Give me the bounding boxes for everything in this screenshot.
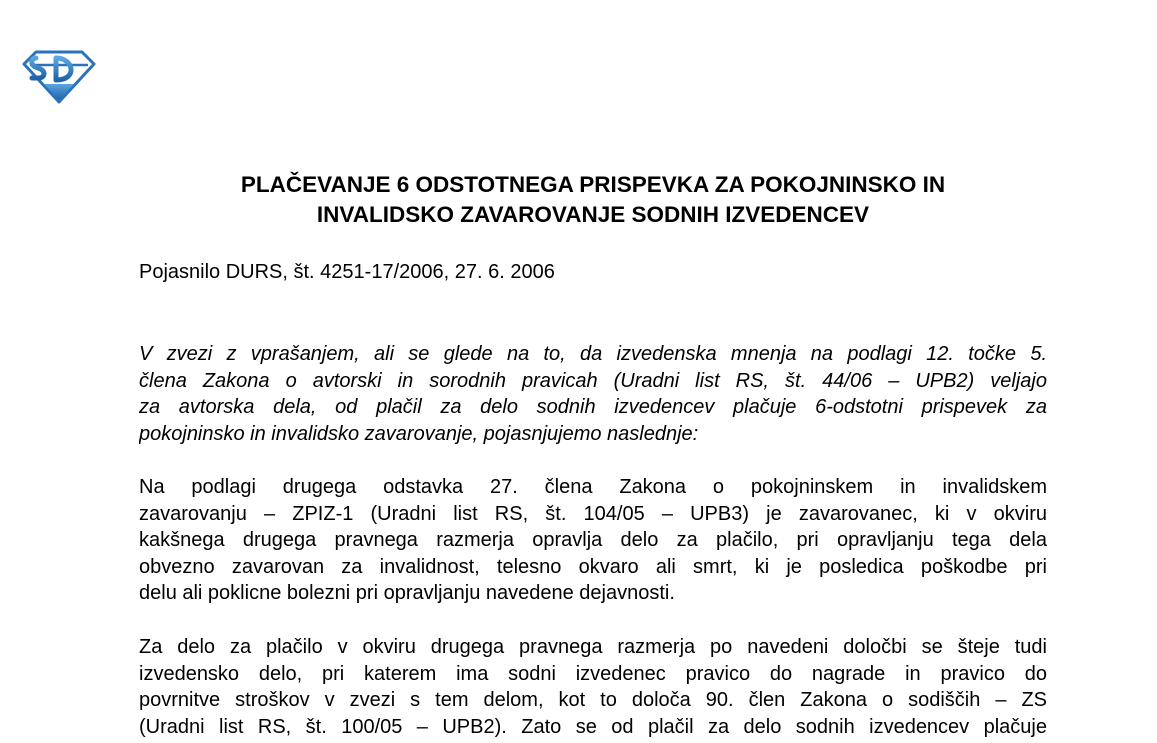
sd-logo-icon <box>22 50 96 104</box>
body-paragraph-1 <box>139 474 1047 607</box>
paragraph1-line-4: obvezno zavarovan za invalidnost, telesno okvaro ali smrt, ki je posledica poškodbe pri <box>139 555 1047 578</box>
document-title <box>100 170 1086 230</box>
paragraph2-line-1: Za delo za plačilo v okviru drugega pravnega razmerja po navedeni določbi se šteje tudi <box>139 636 1047 658</box>
paragraph1-line-2: zavarovanju – ZPIZ-1 (Uradni list RS, št. 104/05 – UPB3) je zavarovanec, ki v okviru <box>139 502 1047 525</box>
title-line-1: PLAČEVANJE 6 ODSTOTNEGA PRISPEVKA ZA POKOJNINSKO IN <box>240 172 946 197</box>
paragraph1-line-1: Na podlagi drugega odstavka 27. člena Zakona o pokojninskem in invalidskem <box>139 476 1047 498</box>
paragraph2-line-4: (Uradni list RS, št. 100/05 – UPB2). Zato se od plačil za delo sodnih izvedencev plačuje <box>139 715 1047 738</box>
intro-line-4: pokojninsko in invalidsko zavarovanje, pojasnjujemo naslednje: <box>139 422 699 445</box>
intro-line-3: za avtorska dela, od plačil za delo sodnih izvedencev plačuje 6-odstotni prispevek za <box>139 396 1047 418</box>
intro-paragraph <box>139 341 1047 447</box>
document-reference: Pojasnilo DURS, št. 4251-17/2006, 27. 6. 2006 <box>139 261 555 283</box>
paragraph1-line-5: delu ali poklicne bolezni pri opravljanju navedene dejavnosti. <box>139 582 675 604</box>
intro-line-1: V zvezi z vprašanjem, ali se glede na to, da izvedenska mnenja na podlagi 12. točke 5. <box>139 343 1047 365</box>
paragraph2-line-2: izvedensko delo, pri katerem ima sodni izvedenec pravico do nagrade in pravico do <box>139 662 1047 685</box>
intro-line-2: člena Zakona o avtorski in sorodnih pravicah (Uradni list RS, št. 44/06 – UPB2) veljajo <box>139 369 1047 392</box>
paragraph1-line-3: kakšnega drugega pravnega razmerja opravlja delo za plačilo, pri opravljanju tega dela <box>139 529 1047 551</box>
title-line-2: INVALIDSKO ZAVAROVANJE SODNIH IZVEDENCEV <box>316 202 870 227</box>
paragraph2-line-3: povrnitve stroškov v zvezi s tem delom, kot to določa 90. člen Zakona o sodiščih – ZS <box>139 689 1047 711</box>
body-paragraph-2 <box>139 634 1047 740</box>
